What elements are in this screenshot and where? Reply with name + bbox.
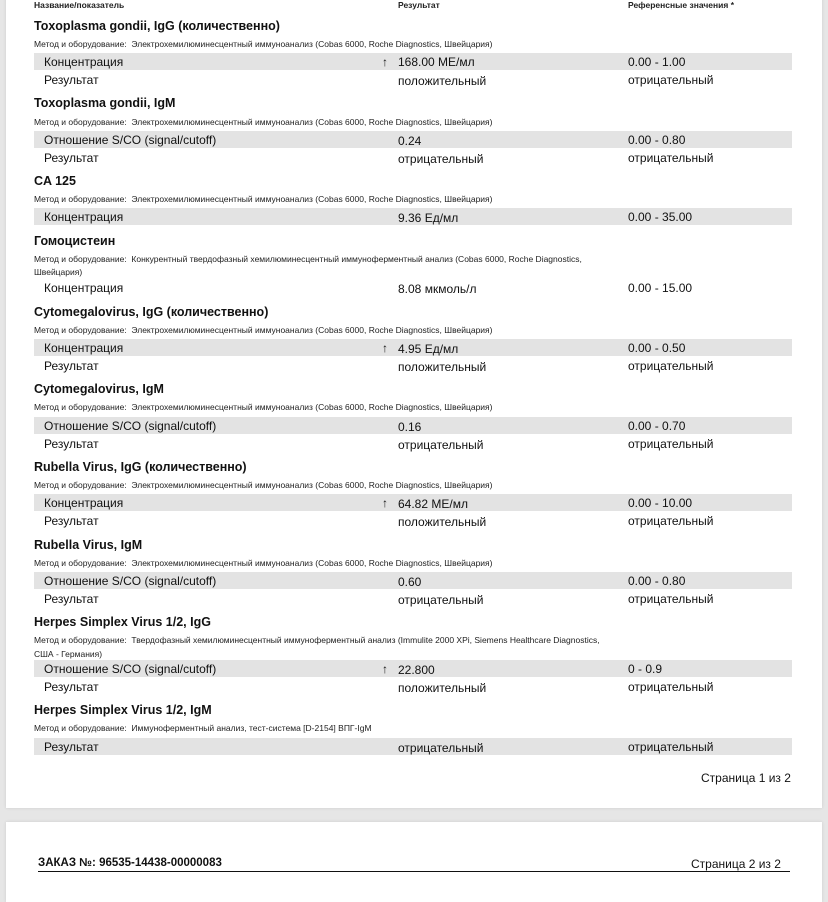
- result-row: Результат положительный отрицательный: [44, 73, 714, 88]
- result-row: Концентрация ↑ 4.95 Ед/мл 0.00 - 0.50: [34, 339, 792, 356]
- result-row: Концентрация 8.08 мкмоль/л 0.00 - 15.00: [44, 281, 693, 296]
- test-title: Cytomegalovirus, IgM: [34, 382, 164, 396]
- test-method: Метод и оборудование: Конкурентный твердофазный хемилюминесцентный иммуноферментный анализ (Cobas 6000, Roche Diagnostics,: [34, 254, 582, 264]
- test-method: Метод и оборудование: Электрохемилюминесцентный иммуноанализ (Cobas 6000, Roche Diagnostics, Швейцария): [34, 480, 493, 490]
- page-number: Страница 2 из 2: [691, 857, 781, 871]
- result-row: Концентрация 9.36 Ед/мл 0.00 - 35.00: [34, 208, 792, 225]
- result-row: Отношение S/CO (signal/cutoff) 0.60 0.00 - 0.80: [34, 572, 792, 589]
- page-number: Страница 1 из 2: [701, 771, 791, 785]
- result-row: Концентрация ↑ 168.00 МЕ/мл 0.00 - 1.00: [34, 53, 792, 70]
- test-title: Herpes Simplex Virus 1/2, IgM: [34, 703, 212, 717]
- test-title: Rubella Virus, IgG (количественно): [34, 460, 247, 474]
- test-method: Метод и оборудование: Электрохемилюминесцентный иммуноанализ (Cobas 6000, Roche Diagnostics, Швейцария): [34, 402, 493, 412]
- result-row: Результат положительный отрицательный: [44, 680, 714, 695]
- report-page-2: [6, 822, 822, 902]
- test-method: Метод и оборудование: Электрохемилюминесцентный иммуноанализ (Cobas 6000, Roche Diagnostics, Швейцария): [34, 194, 493, 204]
- test-title: Rubella Virus, IgM: [34, 538, 143, 552]
- test-method: Метод и оборудование: Электрохемилюминесцентный иммуноанализ (Cobas 6000, Roche Diagnostics, Швейцария): [34, 39, 493, 49]
- test-title: Toxoplasma gondii, IgM: [34, 96, 176, 110]
- test-title: Гомоцистеин: [34, 234, 116, 248]
- result-row: Результат отрицательный отрицательный: [44, 151, 714, 166]
- test-title: Cytomegalovirus, IgG (количественно): [34, 305, 269, 319]
- result-row: Концентрация ↑ 64.82 МЕ/мл 0.00 - 10.00: [34, 494, 792, 511]
- header-result: Результат: [398, 0, 440, 10]
- result-row: Результат отрицательный отрицательный: [44, 437, 714, 452]
- test-method-continued: Швейцария): [34, 267, 83, 277]
- test-title: Toxoplasma gondii, IgG (количественно): [34, 19, 280, 33]
- test-title: Herpes Simplex Virus 1/2, IgG: [34, 615, 211, 629]
- header-name: Название/показатель: [34, 0, 125, 10]
- header-reference: Референсные значения *: [628, 0, 735, 10]
- test-method-continued: США - Германия): [34, 649, 103, 659]
- report-page-1: [6, 0, 822, 808]
- result-row: Отношение S/CO (signal/cutoff) 0.24 0.00 - 0.80: [34, 131, 792, 148]
- test-method: Метод и оборудование: Электрохемилюминесцентный иммуноанализ (Cobas 6000, Roche Diagnostics, Швейцария): [34, 325, 493, 335]
- test-title: CA 125: [34, 174, 76, 188]
- result-row: Результат положительный отрицательный: [44, 514, 714, 529]
- result-row: Отношение S/CO (signal/cutoff) 0.16 0.00 - 0.70: [34, 417, 792, 434]
- arrow-up-icon: ↑: [382, 496, 388, 510]
- test-method: Метод и оборудование: Иммуноферментный анализ, тест-система [D-2154] ВПГ-IgM: [34, 723, 372, 733]
- arrow-up-icon: ↑: [382, 55, 388, 69]
- test-method: Метод и оборудование: Твердофазный хемилюминесцентный иммуноферментный анализ (Immulite 2000 XPi, Siemens Healthcare Diagnostics,: [34, 635, 600, 645]
- arrow-up-icon: ↑: [382, 662, 388, 676]
- test-method: Метод и оборудование: Электрохемилюминесцентный иммуноанализ (Cobas 6000, Roche Diagnostics, Швейцария): [34, 117, 493, 127]
- result-row: Отношение S/CO (signal/cutoff) ↑ 22.800 0 - 0.9: [34, 660, 792, 677]
- result-row: Результат отрицательный отрицательный: [34, 738, 792, 755]
- result-row: Результат отрицательный отрицательный: [44, 592, 714, 607]
- result-row: Результат положительный отрицательный: [44, 359, 714, 374]
- test-method: Метод и оборудование: Электрохемилюминесцентный иммуноанализ (Cobas 6000, Roche Diagnostics, Швейцария): [34, 558, 493, 568]
- arrow-up-icon: ↑: [382, 341, 388, 355]
- order-number: ЗАКАЗ №: 96535-14438-00000083: [38, 857, 222, 869]
